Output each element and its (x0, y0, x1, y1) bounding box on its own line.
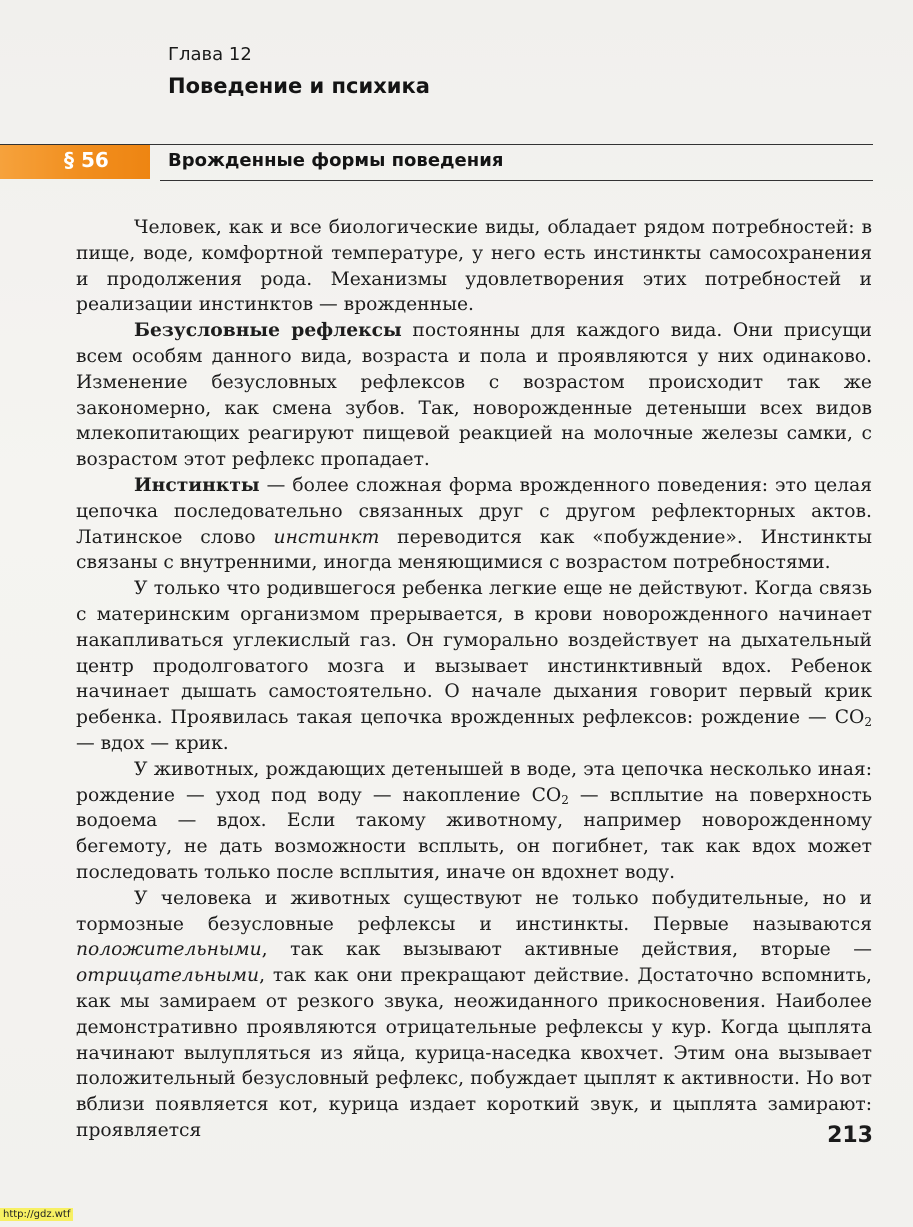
term-unconditioned-reflexes: Безусловные рефлексы (134, 319, 402, 342)
section-rule-bottom (160, 180, 873, 181)
term-instinct-word: инстинкт (273, 526, 380, 548)
paragraph-4: У только что родившегося ребенка легкие еще не действуют. Когда связь с материнским организмом прерывается, в крови новорожденного начинает накапливаться углекислый газ. Он гуморально воздействует на дыхательный центр продолговатого мозга и вызывает инстинктивный вдох. Ребенок начинает дышать самостоятельно. О начале дыхания говорит первый крик ребенка. Проявилась такая цепочка врожденных рефлексов: рождение — $CO_2$ — вдох — крик. (76, 578, 872, 754)
paragraph-5: У животных, рождающих детенышей в воде, эта цепочка несколько иная: рождение — уход под воду — накопление $CO_2$ — всплытие на поверхность водоема — вдох. Если такому животному, например новорожденному бегемоту, не дать возможности всплыть, он погибнет, так как вдох может последовать только после всплытия, иначе он вдохнет воду. (76, 758, 872, 883)
section-number: § 56 (64, 148, 109, 172)
paragraph-2: Безусловные рефлексы постоянны для каждого вида. Они присущи всем особям данного вида, возраста и пола и проявляются у них одинаково. Изменение безусловных рефлексов с возрастом происходит так же закономерно, как смена зубов. Так, новорожденные детеныши всех видов млекопитающих реагируют пищевой реакцией на молочные железы самки, с возрастом этот рефлекс пропадает. (76, 319, 872, 471)
term-positive: положительными (76, 939, 262, 961)
term-instincts: Инстинкты (134, 473, 260, 496)
paragraph-6: У человека и животных существуют не только побудительные, но и тормозные безусловные рефлексы и инстинкты. Первые называются положительными, так как вызывают активные действия, вторые — отрицательными, так как они прекращают действие. Достаточно вспомнить, как мы замираем от резкого звука, неожиданного прикосновения. Наиболее демонстративно проявляются отрицательные рефлексы у кур. Когда цыплята начинают вылупляться из яйца, курица-наседка квохчет. Этим она вызывает положительный безусловный рефлекс, побуждает цыплят к активности. Но вот вблизи появляется кот, курица издает короткий звук, и цыплята замирают: проявляется (76, 887, 872, 1141)
term-negative: отрицательными (76, 965, 260, 987)
page-number: 213 (827, 1123, 873, 1148)
body-text (76, 215, 872, 1144)
chapter-label: Глава 12 (168, 44, 252, 65)
chapter-title: Поведение и психика (168, 74, 430, 98)
paragraph-1: Человек, как и все биологические виды, обладает рядом потребностей: в пище, воде, комфортной температуре, у него есть инстинкты самосохранения и продолжения рода. Механизмы удовлетворения этих потребностей и реализации инстинктов — врожденные. (76, 217, 872, 316)
watermark-link[interactable]: http://gdz.wtf (0, 1208, 73, 1221)
paragraph-3: Инстинкты — более сложная форма врожденного поведения: это целая цепочка последовательно связанных друг с другом рефлекторных актов. Латинское слово инстинкт переводится как «побуждение». Инстинкты связаны с внутренними, иногда меняющимися с возрастом потребностями. (76, 473, 872, 574)
section-title: Врожденные формы поведения (168, 150, 504, 171)
